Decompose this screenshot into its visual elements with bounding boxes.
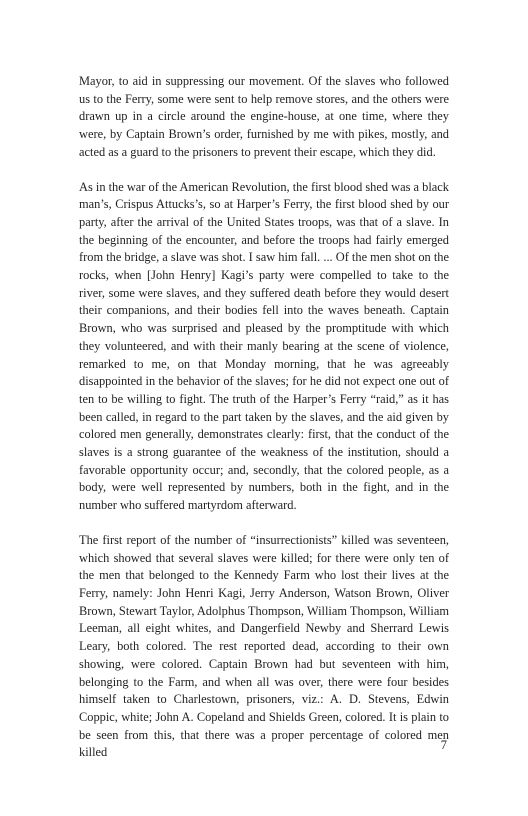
paragraph-3: The first report of the number of “insurrectionists” killed was seventeen, which showed that several slaves were killed; for there were only ten of the men that belonged to the Kennedy Farm who lost their lives at the Ferry, namely: John Henri Kagi, Jerry Anderson, Watson Brown, Oliver Brown, Stewart Taylor, Adolphus Thompson, William Thompson, William Leeman, all eight whites, and Dangerfield Newby and Sherrard Lewis Leary, both colored. The rest reported dead, according to their own showing, were colored. Captain Brown had but seventeen with him, belonging to the Farm, and when all was over, there were four besides himself taken to Charlestown, prisoners, viz.: A. D. Stevens, Edwin Coppic, white; John A. Copeland and Shields Green, colored. It is plain to be seen from this, that there was a proper percentage of colored men killed bbox=[79, 532, 449, 760]
page-number: 7 bbox=[440, 738, 447, 752]
page-body bbox=[79, 73, 449, 762]
paragraph-1: Mayor, to aid in suppressing our movement. Of the slaves who followed us to the Ferry, some were sent to help remove stores, and the others were drawn up in a circle around the engine-house, at one time, where they were, by Captain Brown’s order, furnished by me with pikes, mostly, and acted as a guard to the prisoners to prevent their escape, which they did. bbox=[79, 74, 449, 159]
paragraph-2: As in the war of the American Revolution, the first blood shed was a black man’s, Crispus Attucks’s, so at Harper’s Ferry, the first blood shed by our party, after the arrival of the United States troops, was that of a slave. In the beginning of the encounter, and before the troops had fairly emerged from the bridge, a slave was shot. I saw him fall. ... Of the men shot on the rocks, when [John Henry] Kagi’s party were compelled to take to the river, some were slaves, and they suffered death before they would desert their companions, and their bodies fell into the waves beneath. Captain Brown, who was surprised and pleased by the promptitude with which they volunteered, and with their manly bearing at the scene of violence, remarked to me, on that Monday morning, that he was agreeably disappointed in the behavior of the slaves; for he did not expect one out of ten to be willing to fight. The truth of the Harper’s Ferry “raid,” as it has been called, in regard to the part taken by the slaves, and the aid given by colored men generally, demonstrates clearly: first, that the conduct of the slaves is a strong guarantee of the weakness of the institution, should a favorable opportunity occur; and, secondly, that the colored people, as a body, were well represented by numbers, both in the fight, and in the number who suffered martyrdom afterward. bbox=[79, 179, 449, 513]
